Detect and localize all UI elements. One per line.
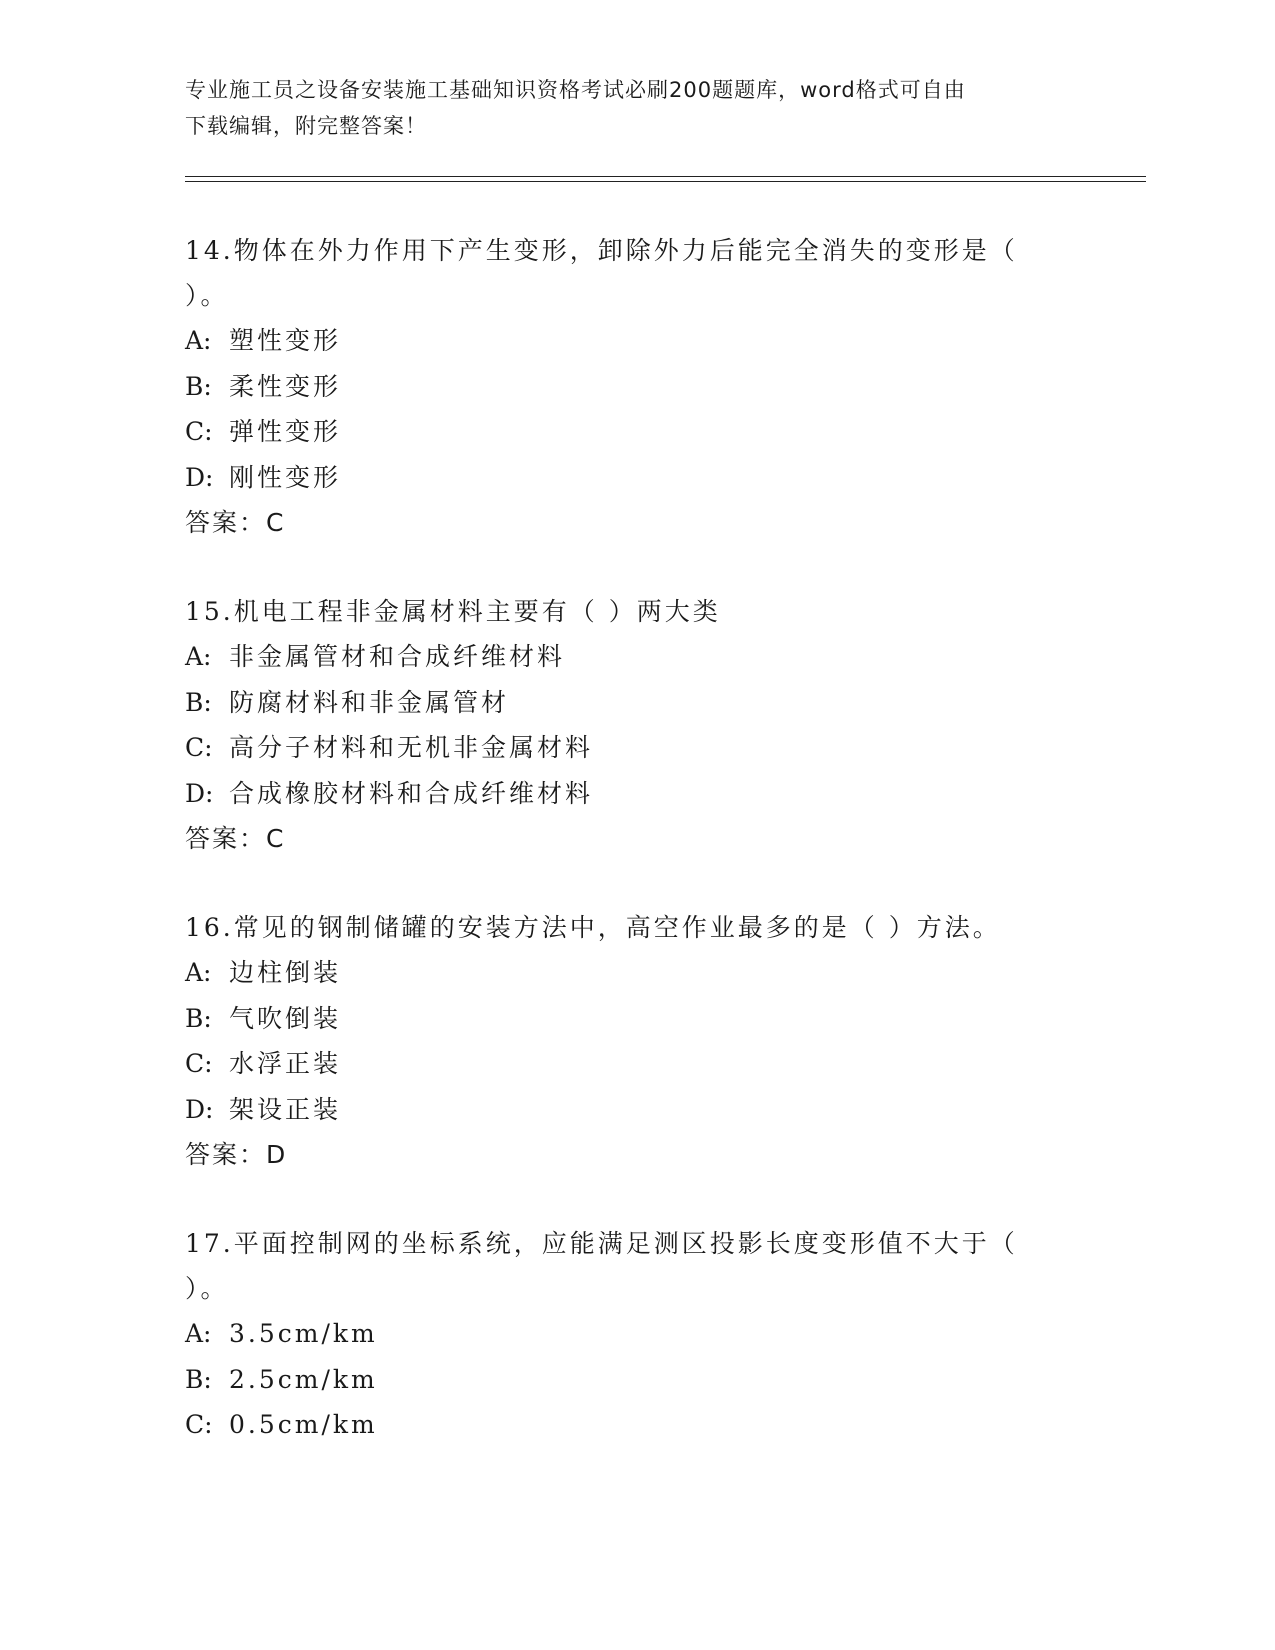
option-letter: B: [185, 687, 212, 717]
header-divider [185, 181, 1146, 182]
option-text: 0.5cm/km [229, 1410, 378, 1439]
option-text: 气吹倒装 [229, 1003, 342, 1033]
option-letter: D: [185, 778, 214, 808]
option-letter: C: [185, 417, 213, 446]
option-letter: B: [185, 1003, 212, 1033]
option-letter: D: [185, 462, 214, 492]
question-16 [185, 905, 1085, 1177]
option-a [185, 1311, 1085, 1357]
question-15 [185, 589, 1085, 861]
option-letter: A: [185, 958, 212, 987]
option-letter: C: [185, 733, 213, 762]
option-letter: C: [185, 1410, 213, 1439]
option-d [185, 771, 1085, 817]
option-c [185, 725, 1085, 771]
option-b [185, 996, 1085, 1042]
option-text: 弹性变形 [229, 417, 342, 446]
question-stem: 14.物体在外力作用下产生变形，卸除外力后能完全消失的变形是（ [185, 236, 1018, 265]
answer-line: 答案：D [185, 1140, 288, 1169]
option-letter: C: [185, 1049, 213, 1078]
question-stem: 16.常见的钢制储罐的安装方法中，高空作业最多的是（ ）方法。 [185, 913, 1001, 942]
option-c [185, 409, 1085, 455]
question-list [185, 228, 1085, 1492]
option-b [185, 1357, 1085, 1403]
option-text: 水浮正装 [229, 1049, 342, 1078]
option-b [185, 680, 1085, 726]
document-header [185, 72, 1085, 144]
option-text: 3.5cm/km [229, 1319, 378, 1348]
option-c [185, 1402, 1085, 1448]
option-d [185, 455, 1085, 501]
question-stem: 17.平面控制网的坐标系统，应能满足测区投影长度变形值不大于（ [185, 1229, 1018, 1258]
answer-line: 答案：C [185, 824, 286, 853]
option-c [185, 1041, 1085, 1087]
option-text: 边柱倒装 [229, 958, 342, 987]
question-stem: 15.机电工程非金属材料主要有（ ）两大类 [185, 597, 721, 626]
option-text: 刚性变形 [229, 462, 342, 492]
answer-line: 答案：C [185, 508, 286, 537]
option-letter: B: [185, 371, 212, 401]
option-letter: A: [185, 642, 212, 671]
option-b [185, 364, 1085, 410]
question-14 [185, 228, 1085, 545]
option-text: 塑性变形 [229, 326, 342, 355]
question-17 [185, 1221, 1085, 1448]
option-letter: A: [185, 326, 212, 355]
option-text: 架设正装 [229, 1094, 342, 1124]
option-text: 高分子材料和无机非金属材料 [229, 733, 594, 762]
option-a [185, 318, 1085, 364]
question-stem: ）。 [185, 1274, 229, 1303]
option-text: 2.5cm/km [229, 1364, 378, 1394]
header-line: 下载编辑，附完整答案！ [185, 114, 427, 138]
header-divider [185, 176, 1146, 177]
option-text: 防腐材料和非金属管材 [229, 687, 510, 717]
option-text: 柔性变形 [229, 371, 342, 401]
option-letter: A: [185, 1319, 212, 1348]
question-stem: ）。 [185, 281, 229, 310]
option-text: 非金属管材和合成纤维材料 [229, 642, 566, 671]
option-a [185, 634, 1085, 680]
option-a [185, 950, 1085, 996]
option-text: 合成橡胶材料和合成纤维材料 [229, 778, 594, 808]
option-d [185, 1087, 1085, 1133]
option-letter: B: [185, 1364, 212, 1394]
header-line: 专业施工员之设备安装施工基础知识资格考试必刷200题题库，word格式可自由 [185, 78, 966, 102]
option-letter: D: [185, 1094, 214, 1124]
